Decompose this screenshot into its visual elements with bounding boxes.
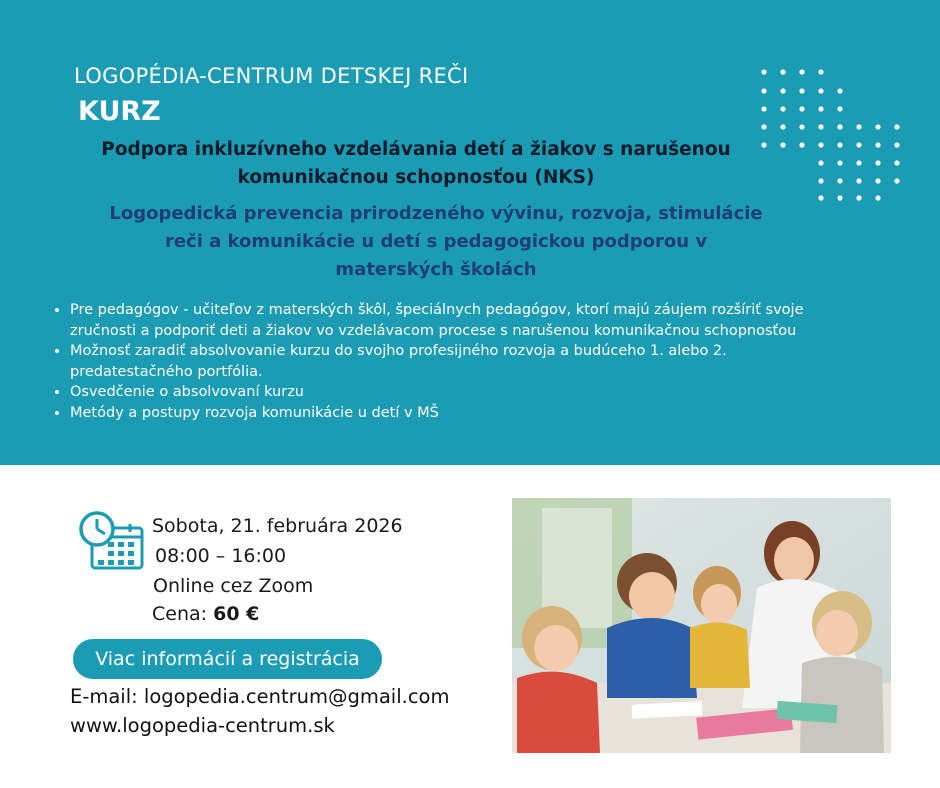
contact-email[interactable]: E-mail: logopedia.centrum@gmail.com: [70, 685, 450, 708]
course-label: KURZ: [78, 96, 161, 127]
event-date: Sobota, 21. februára 2026: [152, 515, 403, 537]
list-item: • Osvedčenie o absolvovaní kurzu: [70, 382, 830, 403]
course-subtitle: [60, 200, 812, 284]
dot-grid-decoration: [758, 64, 908, 204]
list-item: • Metódy a postupy rozvoja komunikácie u detí v MŠ: [70, 403, 830, 424]
contact-website[interactable]: www.logopedia-centrum.sk: [70, 714, 335, 737]
course-title-line-1: Podpora inkluzívneho vzdelávania detí a žiakov s narušenou: [101, 139, 731, 160]
event-price: [152, 603, 259, 625]
calendar-clock-icon: [78, 510, 146, 572]
event-time: 08:00 – 16:00: [155, 545, 287, 567]
classroom-photo: [512, 498, 891, 753]
registration-button[interactable]: Viac informácií a registrácia: [73, 639, 382, 679]
course-subtitle-line-3: materských školách: [335, 259, 537, 280]
price-label: Cena:: [152, 603, 208, 625]
list-item: • Možnosť zaradiť absolvovanie kurzu do svojho profesijného rozvoja a budúceho 1. alebo 2. predatestačného portfólia.: [70, 341, 830, 382]
course-benefits-list: [52, 300, 830, 423]
course-subtitle-line-1: Logopedická prevencia prirodzeného vývinu, rozvoja, stimulácie: [109, 203, 763, 224]
course-subtitle-line-2: reči a komunikácie u detí s pedagogickou podporou v: [164, 231, 708, 252]
event-location: Online cez Zoom: [153, 575, 314, 597]
course-title: [60, 136, 772, 192]
price-value: 60 €: [213, 603, 260, 625]
course-title-line-2: komunikačnou schopnosťou (NKS): [237, 167, 595, 188]
list-item: • Pre pedagógov - učiteľov z materských škôl, špeciálnych pedagógov, ktorí majú záujem rozšíriť svoje zručnosti a podporiť deti a žiakov vo vzdelávacom procese s narušenou komunikačnou schopnosťou: [70, 300, 830, 341]
organization-name: LOGOPÉDIA-CENTRUM DETSKEJ REČI: [74, 64, 469, 88]
